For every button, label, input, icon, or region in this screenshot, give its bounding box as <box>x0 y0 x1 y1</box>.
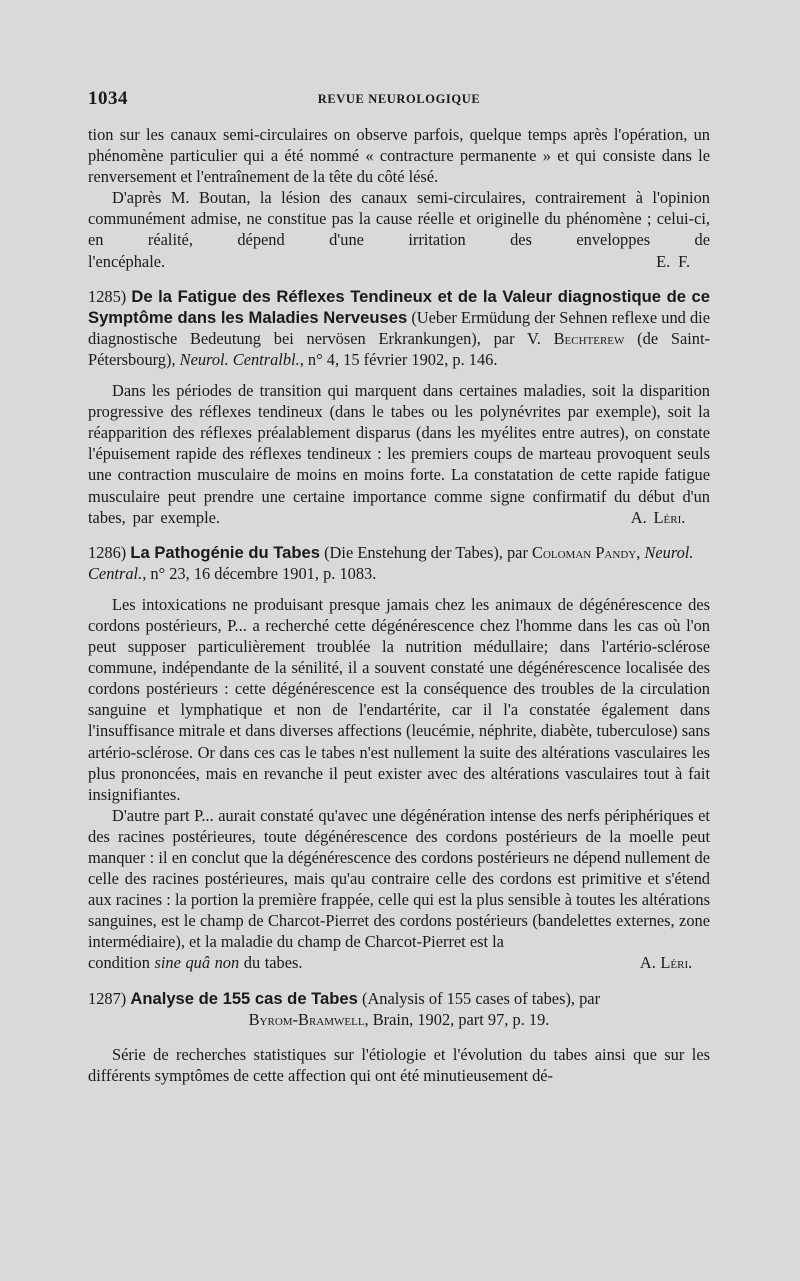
article-1285-reference <box>88 286 710 370</box>
reference-text: , <box>636 542 645 562</box>
reference-text: , Brain, 1902, part 97, p. 19. <box>364 1009 550 1029</box>
article-1287-reference-line-2 <box>88 1009 710 1030</box>
article-1286-paragraph-2 <box>88 805 710 953</box>
latin-phrase: sine quâ non <box>154 953 240 973</box>
running-title: REVUE NEUROLOGIQUE <box>317 92 481 106</box>
continued-paragraph: tion sur les canaux semi-circulaires on observe parfois, quelque temps après l'opération, un phénomène particulier qui a été nommé « contracture permanente » et qui consiste dans le renversement et l'entraînement de la tête du côté lésé. <box>88 125 710 187</box>
article-title: De la Fatigue des Réflexes Tendineux et de la Valeur diagnostique de ce Symptôme dans les Maladies Nerveuses <box>88 286 710 327</box>
article-1287-paragraph: Série de recherches statistiques sur l'étiologie et l'évolution du tabes ainsi que sur les différents symptômes de cette affection qui ont été minutieusement dé- <box>88 1044 710 1085</box>
page-header <box>88 88 710 114</box>
article-1286-heading <box>88 542 710 584</box>
journal-name: Neurol. Central. <box>88 542 694 583</box>
article-number: 1285) <box>88 286 127 306</box>
journal-name: Neurol. Centralbl. <box>179 349 300 369</box>
article-1287-reference <box>88 988 710 1009</box>
article-1286-reference <box>88 542 710 584</box>
paragraph-text: D'autre part P... aurait constaté qu'avec une dégénération intense des nerfs périphériques et des racines postérieures, toute dégénérescence des cordons postérieurs de la moelle peut manquer : il en conclut que la dégénérescence des cordons postérieurs ne dépend nullement de celle des racines postérieures, mais qu'au contraire celle des cordons est primitive et s'étend aux racines : la portion la première frappée, celle qui est la plus sensible à toutes les altérations sanguines, est le champ de Charcot-Pierret des cordons postérieurs (bandelettes externes, zone intermédiaire), et la maladie du champ de Charcot-Pierret est la <box>88 805 710 952</box>
reference-text: (Die Enstehung der Tabes), par <box>320 542 533 562</box>
reference-text: (Analysis of 155 cases of tabes), par <box>357 988 601 1008</box>
article-number: 1287) <box>88 988 127 1008</box>
author-name: Coloman Pandy <box>532 542 637 562</box>
author-name: Bechterew <box>553 328 625 348</box>
signature: A. Léri. <box>630 507 686 527</box>
article-1285-paragraph <box>88 380 710 528</box>
page-body <box>88 124 710 1086</box>
reference-text: (Ueber Ermüdung der Sehnen reflexe und die diagnostische Bedeutung bei nervösen Erkrankungen), par V. <box>88 307 710 348</box>
paragraph-text: du tabes. <box>239 953 303 973</box>
article-number: 1286) <box>88 542 127 562</box>
article-1286-last-line <box>88 952 710 973</box>
reference-text: (de Saint-Pétersbourg), <box>88 328 711 369</box>
signature: A. Léri. <box>639 953 693 973</box>
author-name: Byrom-Bramwell <box>248 1009 365 1029</box>
reference-text: , n° 23, 16 décembre 1901, p. 1083. <box>142 563 377 583</box>
paragraph-text: D'après M. Boutan, la lésion des canaux semi-circulaires, contrairement à l'opinion communément admise, ne constitue pas la cause réelle et originelle du phénomène ; celui-ci, en réalité, dépend d'une irritation des enveloppes de l'encéphale. <box>88 188 710 271</box>
paragraph-text: Dans les périodes de transition qui marquent dans certaines maladies, soit la disparition progressive des réflexes tendineux (dans le tabes ou les polynévrites par exemple), soit la réapparition des réflexes préalablement disparus (dans les myélites entre autres), on constate l'épuisement rapide des réflexes tendineux : les premiers coups de marteau provoquent seuls une contraction musculaire de moins en moins forte. La constatation de cette rapide fatigue musculaire peut prendre une certaine importance comme signe confirmatif du début d'un tabes, par exemple. <box>88 381 710 527</box>
paragraph-text: condition <box>88 953 155 973</box>
article-title: La Pathogénie du Tabes <box>130 542 320 562</box>
page-number: 1034 <box>88 88 128 109</box>
signature: E. F. <box>656 251 691 271</box>
article-1286-paragraph-1: Les intoxications ne produisant presque jamais chez les animaux de dégénérescence des cordons postérieurs, P... a recherché cette dégénérescence chez l'homme dans les cas où l'on peut supposer particulièrement troublée la nutrition médullaire; dans l'artério-sclérose commune, indépendante de la sénilité, il a souvent constaté une dégénérescence localisée des cordons postérieurs : cette dégénérescence est la conséquence des troubles de la circulation sanguine et lymphatique et non de l'endartérite, car il l'a constatée également dans l'insuffisance mitrale et dans diverses affections (leucémie, néphrite, diabète, tuberculose) sans artério-sclérose. Or dans ces cas le tabes n'est nullement la suite des altérations vasculaires les plus prononcées, mais en revanche il peut exister avec des altérations vasculaires tout à fait insignifiantes. <box>88 594 710 804</box>
reference-text: , n° 4, 15 février 1902, p. 146. <box>299 349 498 369</box>
article-1287-heading <box>88 988 710 1030</box>
boutan-paragraph <box>88 187 710 271</box>
article-title: Analyse de 155 cas de Tabes <box>130 988 358 1008</box>
article-1285-heading <box>88 286 710 370</box>
